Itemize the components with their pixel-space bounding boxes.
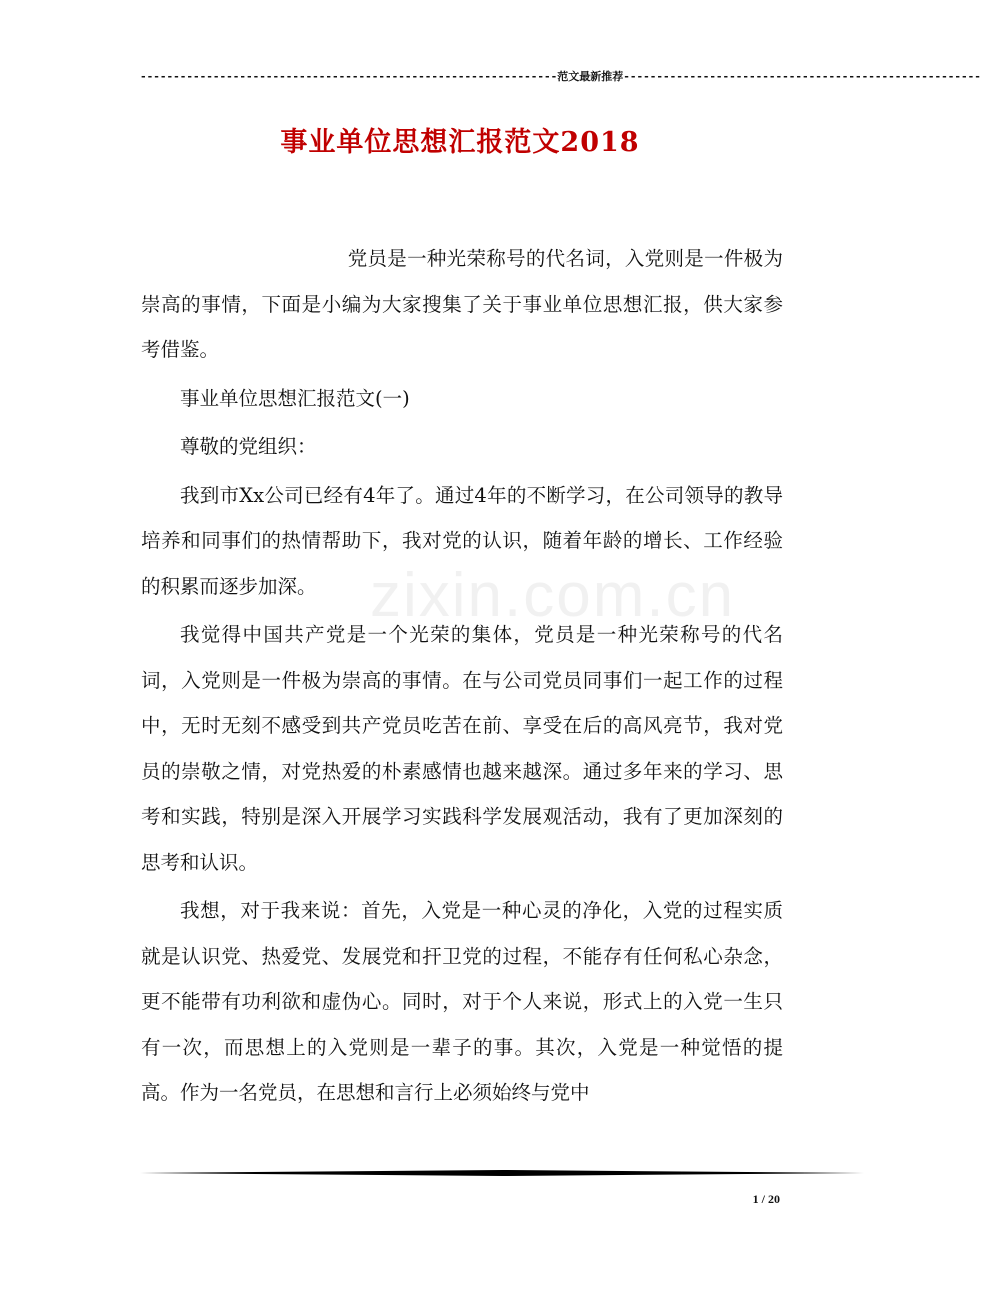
- footer-rule: [140, 1170, 864, 1176]
- page-number: 1 / 20: [752, 1192, 780, 1206]
- watermark: zixin.com.cn: [370, 561, 736, 630]
- body-paragraph: 我到市Xx公司已经有4年了。通过4年的不断学习，在公司领导的教导培养和同事们的热情帮助下，我对党的认识，随着年龄的增长、工作经验的积累而逐步加深。: [141, 483, 783, 598]
- section-heading: 事业单位思想汇报范文(一): [180, 386, 410, 410]
- intro-paragraph: 党员是一种光荣称号的代名词，入党则是一件极为崇高的事情，下面是小编为大家搜集了关于事业单位思想汇报，供大家参考借鉴。: [141, 247, 783, 361]
- document-body: [141, 236, 783, 1119]
- page-header: ---------------------------------------------------------------范文最新推荐------------------------------------------------------: [140, 70, 981, 83]
- document-title: 事业单位思想汇报范文2018: [280, 127, 640, 158]
- body-paragraph: 我想，对于我来说：首先，入党是一种心灵的净化，入党的过程实质就是认识党、热爱党、发展党和扞卫党的过程，不能存有任何私心杂念，更不能带有功利欲和虚伪心。同时，对于个人来说，形式上的入党一生只有一次，而思想上的入党则是一辈子的事。其次，入党是一种觉悟的提高。作为一名党员，在思想和言行上必须始终与党中: [141, 899, 783, 1104]
- body-paragraph: 我觉得中国共产党是一个光荣的集体，党员是一种光荣称号的代名词，入党则是一件极为崇高的事情。在与公司党员同事们一起工作的过程中，无时无刻不感受到共产党员吃苦在前、享受在后的高风亮节，我对党员的崇敬之情，对党热爱的朴素感情也越来越深。通过多年来的学习、思考和实践，特别是深入开展学习实践科学发展观活动，我有了更加深刻的思考和认识。: [141, 623, 783, 874]
- salutation: 尊敬的党组织：: [180, 435, 317, 458]
